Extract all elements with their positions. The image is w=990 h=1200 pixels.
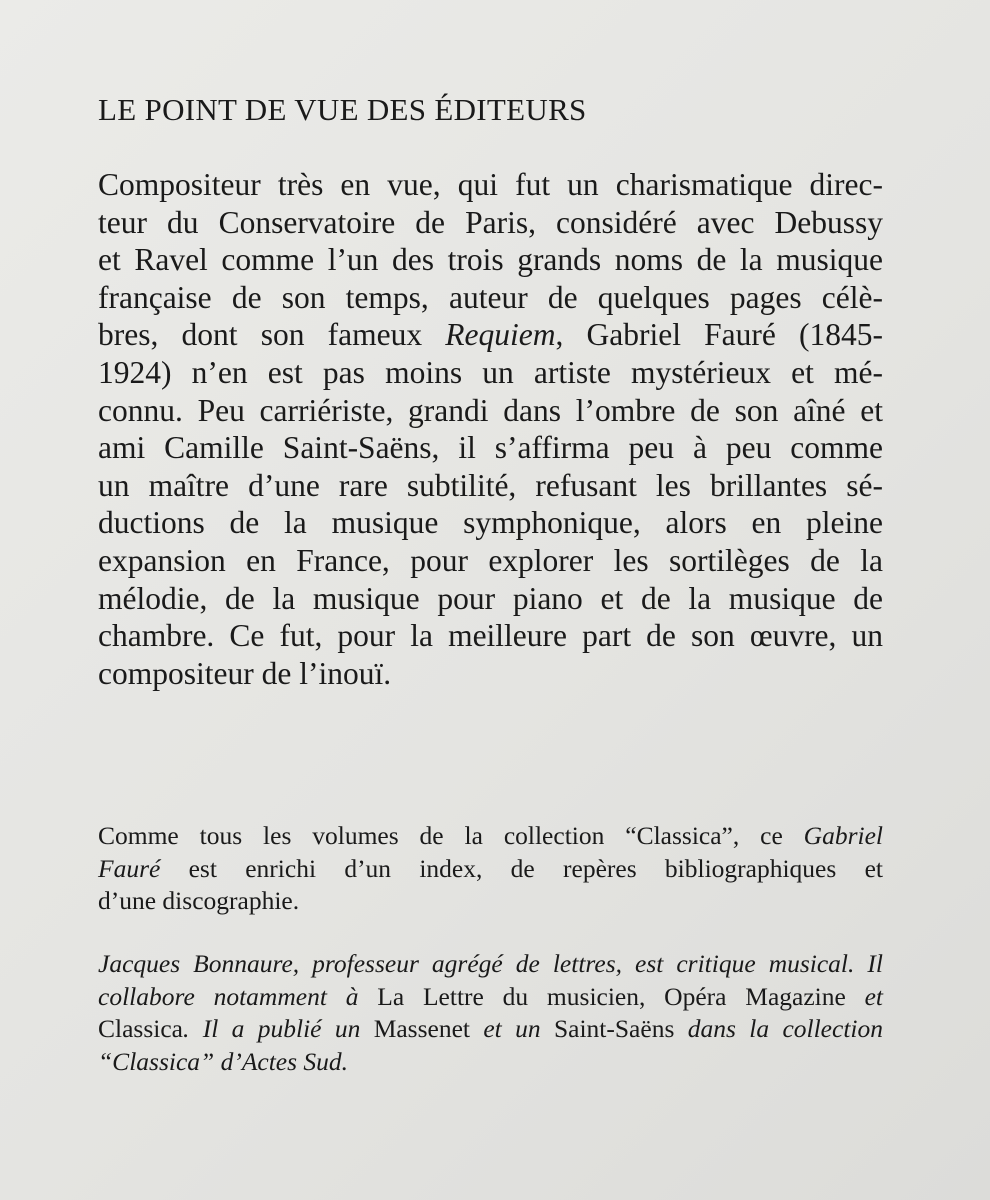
paragraph-line: ami Camille Saint-Saëns, il s’affirma peu à peu comme bbox=[98, 430, 883, 466]
bio-text: collabore notamment à bbox=[98, 981, 378, 1011]
paragraph-text: , Gabriel Fauré (1845- bbox=[555, 317, 884, 353]
paragraph-line: compositeur de l’inouï. bbox=[98, 655, 392, 691]
paragraph-line: ductions de la musique symphonique, alors en pleine bbox=[98, 505, 883, 541]
paragraph-line bbox=[98, 316, 883, 354]
paragraph-line: expansion en France, pour explorer les sortilèges de la bbox=[98, 542, 883, 578]
bio-text: . Il a publié un bbox=[182, 1014, 374, 1043]
paragraph-line: teur du Conservatoire de Paris, considéré avec Debussy bbox=[98, 204, 883, 240]
title-gabriel: Gabriel bbox=[803, 821, 883, 850]
bio-line bbox=[98, 1013, 883, 1046]
paragraph-text: bres, dont son fameux bbox=[98, 317, 446, 353]
paragraph-line: connu. Peu carriériste, grandi dans l’ombre de son aîné et bbox=[98, 392, 883, 428]
paragraph-line: française de son temps, auteur de quelques pages célè- bbox=[98, 279, 883, 315]
paragraph-line: Compositeur très en vue, qui fut un charismatique direc- bbox=[98, 167, 883, 202]
bio-text: et un bbox=[470, 1014, 554, 1043]
title-faure: Fauré bbox=[98, 853, 161, 883]
publication-classica: Classica bbox=[98, 1014, 183, 1043]
note-line: d’une discographie. bbox=[98, 886, 300, 915]
bio-text: dans la collection bbox=[674, 1014, 883, 1043]
collection-note bbox=[98, 820, 883, 918]
main-paragraph bbox=[98, 166, 883, 692]
note-text: Comme tous les volumes de la collection “Classica”, ce bbox=[98, 821, 804, 850]
paragraph-line: un maître d’une rare subtilité, refusant les brillantes sé- bbox=[98, 467, 883, 503]
title-massenet: Massenet bbox=[373, 1014, 470, 1043]
author-bio bbox=[98, 948, 883, 1078]
section-heading: LE POINT DE VUE DES ÉDITEURS bbox=[98, 92, 587, 127]
publication-names: La Lettre du musicien, Opéra Magazine bbox=[377, 981, 846, 1011]
title-saint-saens: Saint-Saëns bbox=[553, 1014, 675, 1043]
bio-line: “Classica” d’Actes Sud. bbox=[98, 1046, 349, 1076]
paragraph-line: mélodie, de la musique pour piano et de la musique de bbox=[98, 580, 883, 616]
paragraph-line: 1924) n’en est pas moins un artiste mystérieux et mé- bbox=[98, 354, 883, 390]
note-line bbox=[98, 853, 883, 886]
bio-text: et bbox=[845, 981, 884, 1011]
paragraph-line: et Ravel comme l’un des trois grands noms de la musique bbox=[98, 242, 883, 278]
title-requiem: Requiem bbox=[445, 317, 556, 353]
note-text: est enrichi d’un index, de repères bibliographiques et bbox=[160, 853, 883, 883]
note-line bbox=[98, 820, 883, 853]
bio-line: Jacques Bonnaure, professeur agrégé de lettres, est critique musical. Il bbox=[98, 949, 883, 978]
bio-line bbox=[98, 981, 883, 1014]
paragraph-line: chambre. Ce fut, pour la meilleure part de son œuvre, un bbox=[98, 618, 883, 654]
